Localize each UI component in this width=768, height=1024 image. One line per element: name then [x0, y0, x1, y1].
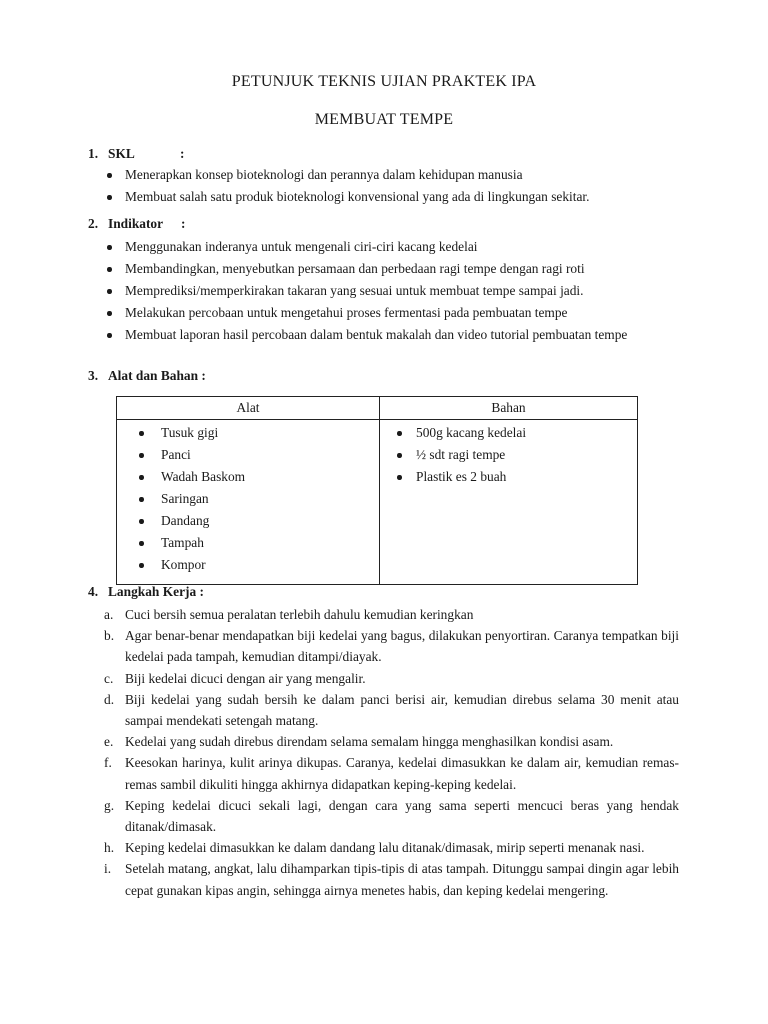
step-letter: i. [104, 861, 112, 877]
document-title: PETUNJUK TEKNIS UJIAN PRAKTEK IPA [231, 73, 537, 90]
list-item: Membandingkan, menyebutkan persamaan dan perbedaan ragi tempe dengan ragi roti [104, 258, 679, 280]
step-text: Agar benar-benar mendapatkan biji kedelai yang bagus, dilakukan penyortiran. Caranya tempatkan biji kedelai pada tampah, kemudian ditampi/diayak. [125, 628, 679, 665]
list-item [104, 837, 679, 858]
step-letter: e. [104, 734, 114, 750]
list-item: Membuat laporan hasil percobaan dalam bentuk makalah dan video tutorial pembuatan tempe [104, 324, 679, 346]
alat-list [117, 422, 379, 576]
list-item: Tusuk gigi [117, 422, 379, 444]
section-skl-heading [88, 146, 185, 162]
step-text: Biji kedelai dicuci dengan air yang mengalir. [125, 670, 366, 686]
section-langkah-heading [88, 584, 204, 600]
step-text: Keping kedelai dimasukkan ke dalam dandang lalu ditanak/dimasak, mirip seperti menanak nasi. [125, 840, 645, 856]
list-item [104, 858, 679, 900]
step-letter: g. [104, 797, 115, 813]
section-title: Alat dan Bahan : [108, 368, 206, 383]
list-item: Plastik es 2 buah [380, 466, 637, 488]
step-letter: b. [104, 628, 115, 644]
step-letter: f. [104, 755, 112, 771]
list-item: Melakukan percobaan untuk mengetahui proses fermentasi pada pembuatan tempe [104, 302, 679, 324]
section-number: 2. [88, 216, 99, 231]
table-header-bahan: Bahan [380, 397, 638, 420]
step-text: Keesokan harinya, kulit arinya dikupas. Caranya, kedelai dimasukkan ke dalam air, kemudian remas-remas sambil dikuliti hingga akhirnya didapatkan keping-keping kedelai. [125, 755, 679, 792]
list-item: 500g kacang kedelai [380, 422, 637, 444]
list-item [104, 604, 679, 625]
list-item [104, 668, 679, 689]
step-text: Keping kedelai dicuci sekali lagi, dengan cara yang sama seperti mencuci beras yang hendak ditanak/dimasak. [125, 797, 679, 835]
step-text: Cuci bersih semua peralatan terlebih dahulu kemudian keringkan [125, 607, 474, 622]
section-colon: : [180, 146, 185, 161]
step-letter: a. [104, 607, 114, 622]
list-item [104, 625, 679, 667]
list-item: Menerapkan konsep bioteknologi dan perannya dalam kehidupan manusia [104, 164, 679, 186]
section-indikator-heading [88, 216, 186, 232]
list-item: Kompor [117, 554, 379, 576]
list-item [104, 731, 679, 752]
section-title: Indikator [108, 216, 164, 231]
list-item: ½ sdt ragi tempe [380, 444, 637, 466]
list-item: Menggunakan inderanya untuk mengenali ciri-ciri kacang kedelai [104, 236, 679, 258]
langkah-list [104, 604, 679, 901]
list-item: Wadah Baskom [117, 466, 379, 488]
list-item: Panci [117, 444, 379, 466]
list-item [104, 689, 679, 731]
list-item: Saringan [117, 488, 379, 510]
step-letter: d. [104, 691, 115, 707]
section-title: Langkah Kerja : [108, 584, 204, 599]
list-item: Tampah [117, 532, 379, 554]
step-text: Setelah matang, angkat, lalu dihamparkan tipis-tipis di atas tampah. Ditunggu sampai dingin agar lebih cepat gunakan kipas angin, sehingga airnya menetes habis, dan keping kedelai mengering. [125, 861, 679, 898]
section-alat-bahan-heading [88, 368, 206, 384]
section-colon: : [181, 216, 186, 231]
list-item: Dandang [117, 510, 379, 532]
bahan-list [380, 422, 637, 488]
table-cell-bahan [380, 420, 638, 585]
section-title: SKL [108, 146, 135, 161]
document-subtitle: MEMBUAT TEMPE [314, 111, 454, 128]
step-letter: h. [104, 840, 115, 856]
table-header-alat: Alat [117, 397, 380, 420]
indikator-list [104, 236, 679, 346]
alat-bahan-table [116, 396, 638, 585]
section-number: 4. [88, 584, 99, 599]
section-number: 1. [88, 146, 99, 161]
list-item: Membuat salah satu produk bioteknologi konvensional yang ada di lingkungan sekitar. [104, 186, 679, 208]
step-letter: c. [104, 670, 114, 686]
step-text: Biji kedelai yang sudah bersih ke dalam panci berisi air, kemudian direbus selama 30 menit atau sampai mendekati setengah matang. [125, 691, 679, 729]
table-cell-alat [117, 420, 380, 585]
list-item [104, 752, 679, 794]
step-text: Kedelai yang sudah direbus direndam selama semalam hingga menghasilkan kondisi asam. [125, 734, 614, 750]
section-number: 3. [88, 368, 99, 383]
list-item: Memprediksi/memperkirakan takaran yang sesuai untuk membuat tempe sampai jadi. [104, 280, 679, 302]
list-item [104, 795, 679, 837]
skl-list [104, 164, 679, 208]
